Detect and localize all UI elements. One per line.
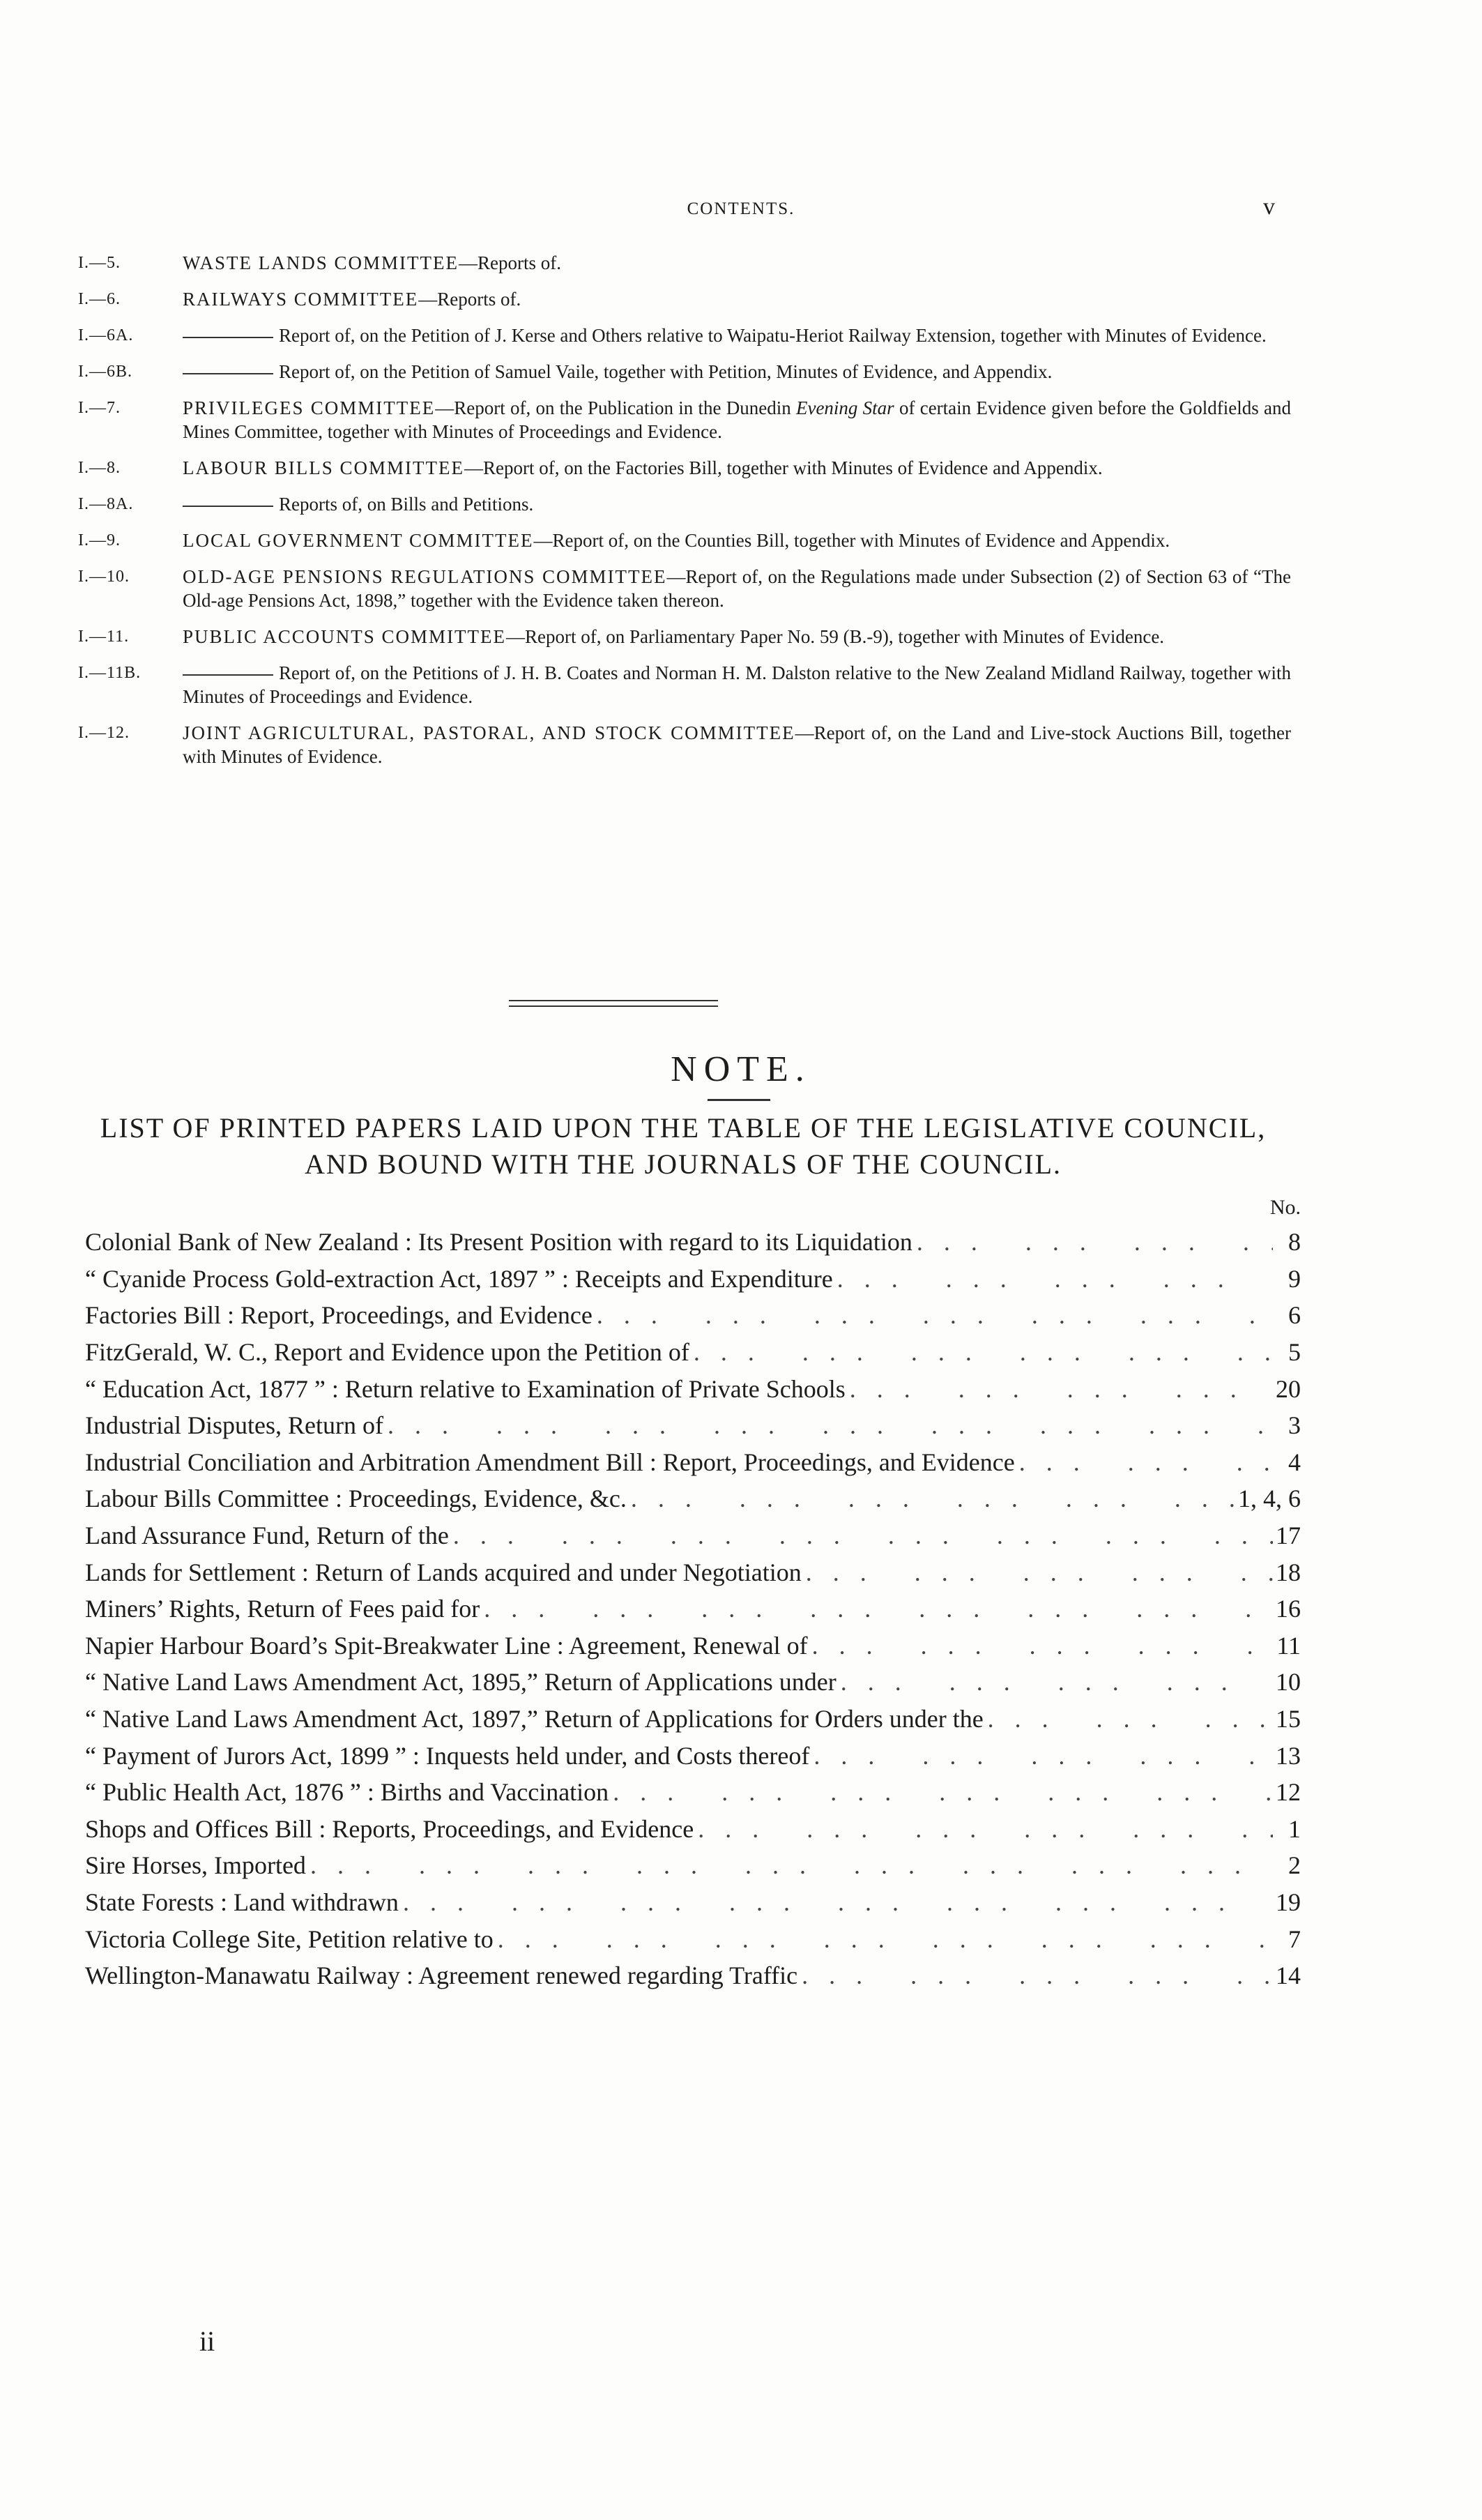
leader-dots bbox=[912, 1227, 1273, 1257]
committee-name: PRIVILEGES COMMITTEE bbox=[183, 397, 436, 418]
newspaper-title: Evening Star bbox=[795, 397, 894, 418]
leader-dots bbox=[833, 1264, 1273, 1293]
paper-title: “ Cyanide Process Gold-extraction Act, 1897 ” : Receipts and Expenditure bbox=[85, 1264, 833, 1293]
paper-row bbox=[85, 1957, 1301, 1994]
note-heading: NOTE. bbox=[671, 1049, 811, 1089]
list-title: LIST OF PRINTED PAPERS LAID UPON THE TABLE OF THE LEGISLATIVE COUNCIL, AND BOUND WITH THE JOURNALS OF THE COUNCIL. bbox=[100, 1112, 1267, 1180]
paper-row bbox=[85, 1701, 1301, 1738]
entry-body bbox=[183, 287, 1291, 311]
paper-title: Victoria College Site, Petition relative to bbox=[85, 1925, 494, 1953]
committee-name: LOCAL GOVERNMENT COMMITTEE bbox=[183, 530, 534, 551]
contents-entry bbox=[78, 492, 1291, 516]
leader-dots bbox=[399, 1888, 1273, 1917]
leader-dots bbox=[837, 1667, 1273, 1697]
entry-code: I.—12. bbox=[78, 724, 130, 742]
paper-row bbox=[85, 1480, 1301, 1517]
entry-body bbox=[183, 456, 1291, 480]
entry-body bbox=[183, 492, 1291, 516]
paper-row bbox=[85, 1407, 1301, 1444]
paper-number: 9 bbox=[1288, 1264, 1301, 1293]
leader-dots bbox=[1015, 1448, 1273, 1477]
leader-dots bbox=[627, 1484, 1238, 1513]
entry-body bbox=[183, 360, 1291, 384]
entry-code: I.—6B. bbox=[78, 363, 132, 381]
entry-code: I.—8A. bbox=[78, 495, 134, 513]
leader-dots bbox=[480, 1594, 1273, 1623]
entry-text: —Report of, on the Regulations made under Subsection (2) of Section 63 of “The Old-age Pensions Act, 1898,” together with the Evidence taken thereon. bbox=[183, 566, 1291, 611]
paper-row bbox=[85, 1334, 1301, 1371]
paper-number: 5 bbox=[1288, 1338, 1301, 1367]
paper-number: 20 bbox=[1276, 1374, 1301, 1403]
leader-dots bbox=[689, 1337, 1273, 1367]
note-underline bbox=[708, 1099, 770, 1101]
leader-dots bbox=[797, 1961, 1273, 1990]
entry-body bbox=[183, 529, 1291, 552]
paper-title: “ Native Land Laws Amendment Act, 1897,” Return of Applications for Orders under the bbox=[85, 1705, 984, 1733]
entry-code: I.—11B. bbox=[78, 664, 142, 682]
entry-body bbox=[183, 324, 1291, 347]
paper-title: Shops and Offices Bill : Reports, Proceedings, and Evidence bbox=[85, 1814, 694, 1843]
paper-title: Sire Horses, Imported bbox=[85, 1851, 306, 1880]
paper-title: “ Native Land Laws Amendment Act, 1895,” Return of Applications under bbox=[85, 1668, 837, 1697]
entry-text-continued: of certain Evidence given before the Goldfields and Mines Committee, together with Minutes of Proceedings and Evidence. bbox=[183, 397, 1292, 442]
paper-number: 1 bbox=[1288, 1814, 1301, 1843]
contents-entry bbox=[78, 287, 1291, 311]
paper-title: “ Payment of Jurors Act, 1899 ” : Inquests held under, and Costs thereof bbox=[85, 1741, 810, 1770]
ditto-dash bbox=[183, 506, 273, 507]
paper-number: 16 bbox=[1276, 1595, 1301, 1623]
entry-body bbox=[183, 396, 1291, 443]
entry-text: Report of, on the Petition of Samuel Vaile, together with Petition, Minutes of Evidence, and Appendix. bbox=[279, 361, 1053, 382]
entry-body bbox=[183, 721, 1291, 768]
leader-dots bbox=[802, 1558, 1273, 1587]
contents-entry bbox=[78, 456, 1291, 480]
paper-number: 8 bbox=[1288, 1228, 1301, 1257]
paper-row bbox=[85, 1737, 1301, 1774]
paper-title: Lands for Settlement : Return of Lands acquired and under Negotiation bbox=[85, 1558, 802, 1586]
paper-number: 10 bbox=[1276, 1668, 1301, 1697]
contents-entry bbox=[78, 396, 1291, 443]
leader-dots bbox=[846, 1374, 1273, 1404]
paper-title: State Forests : Land withdrawn bbox=[85, 1888, 399, 1916]
paper-title: Land Assurance Fund, Return of the bbox=[85, 1521, 449, 1550]
paper-title: Napier Harbour Board’s Spit-Breakwater Line : Agreement, Renewal of bbox=[85, 1631, 808, 1660]
entry-code: I.—6A. bbox=[78, 326, 134, 344]
paper-row bbox=[85, 1517, 1301, 1554]
contents-entry bbox=[78, 625, 1291, 648]
ditto-dash bbox=[183, 373, 273, 374]
paper-number: 18 bbox=[1276, 1558, 1301, 1586]
entry-code: I.—11. bbox=[78, 628, 130, 646]
paper-number: 4 bbox=[1288, 1448, 1301, 1476]
paper-row bbox=[85, 1664, 1301, 1701]
paper-title: Industrial Disputes, Return of bbox=[85, 1411, 383, 1440]
page-numeral: v bbox=[1263, 194, 1275, 220]
leader-dots bbox=[984, 1704, 1273, 1733]
paper-row bbox=[85, 1920, 1301, 1957]
running-title: CONTENTS. bbox=[687, 199, 795, 218]
paper-row bbox=[85, 1811, 1301, 1848]
paper-title: Wellington-Manawatu Railway : Agreement renewed regarding Traffic bbox=[85, 1961, 798, 1990]
folio-mark: ii bbox=[199, 2325, 215, 2357]
paper-row bbox=[85, 1591, 1301, 1627]
paper-number: 6 bbox=[1288, 1301, 1301, 1330]
paper-number: 7 bbox=[1288, 1925, 1301, 1953]
contents-list bbox=[78, 251, 1291, 781]
committee-name: PUBLIC ACCOUNTS COMMITTEE bbox=[183, 626, 507, 647]
paper-title: Miners’ Rights, Return of Fees paid for bbox=[85, 1595, 480, 1623]
entry-text: —Report of, on the Factories Bill, together with Minutes of Evidence and Appendix. bbox=[464, 457, 1103, 478]
paper-title: Industrial Conciliation and Arbitration Amendment Bill : Report, Proceedings, and Evidence bbox=[85, 1448, 1015, 1476]
paper-row bbox=[85, 1774, 1301, 1811]
leader-dots bbox=[383, 1411, 1273, 1440]
paper-row bbox=[85, 1297, 1301, 1334]
paper-row bbox=[85, 1444, 1301, 1481]
paper-row bbox=[85, 1884, 1301, 1921]
entry-code: I.—6. bbox=[78, 290, 121, 308]
printed-papers-list bbox=[85, 1196, 1301, 1994]
committee-name: RAILWAYS COMMITTEE bbox=[183, 289, 419, 310]
ditto-dash bbox=[183, 674, 273, 676]
paper-number: 1, 4, 6 bbox=[1238, 1485, 1301, 1513]
entry-code: I.—9. bbox=[78, 531, 121, 549]
contents-entry bbox=[78, 360, 1291, 384]
leader-dots bbox=[449, 1521, 1273, 1550]
entry-text: —Reports of. bbox=[458, 252, 561, 273]
entry-text: Report of, on the Petitions of J. H. B. Coates and Norman H. M. Dalston relative to the New Zealand Midland Railway, together with Minutes of Proceedings and Evidence. bbox=[183, 662, 1291, 707]
paper-row bbox=[85, 1627, 1301, 1664]
paper-number: 13 bbox=[1276, 1741, 1301, 1770]
paper-number: 2 bbox=[1288, 1851, 1301, 1880]
paper-title: “ Education Act, 1877 ” : Return relative to Examination of Private Schools bbox=[85, 1374, 846, 1403]
leader-dots bbox=[593, 1300, 1273, 1330]
entry-body bbox=[183, 565, 1291, 612]
paper-title: Labour Bills Committee : Proceedings, Evidence, &c. bbox=[85, 1485, 627, 1513]
entry-text: —Report of, on the Land and Live-stock Auctions Bill, together with Minutes of Evidence. bbox=[183, 722, 1291, 767]
leader-dots bbox=[306, 1851, 1273, 1880]
leader-dots bbox=[809, 1741, 1273, 1770]
paper-title: Factories Bill : Report, Proceedings, and Evidence bbox=[85, 1301, 593, 1330]
entry-code: I.—7. bbox=[78, 399, 121, 417]
entry-code: I.—10. bbox=[78, 568, 130, 586]
entry-text: Reports of, on Bills and Petitions. bbox=[279, 494, 534, 515]
paper-title: Colonial Bank of New Zealand : Its Present Position with regard to its Liquidation bbox=[85, 1228, 912, 1257]
committee-name: OLD-AGE PENSIONS REGULATIONS COMMITTEE bbox=[183, 566, 667, 587]
entry-body bbox=[183, 251, 1291, 275]
paper-row bbox=[85, 1847, 1301, 1884]
paper-number: 19 bbox=[1276, 1888, 1301, 1916]
entry-text: Report of, on the Petition of J. Kerse and Others relative to Waipatu-Heriot Railway Extension, together with Minutes of Evidence. bbox=[279, 325, 1267, 346]
paper-row bbox=[85, 1261, 1301, 1298]
entry-text: —Report of, on the Publication in the Dunedin bbox=[435, 397, 791, 418]
contents-entry bbox=[78, 251, 1291, 275]
paper-row bbox=[85, 1224, 1301, 1261]
paper-number: 12 bbox=[1276, 1778, 1301, 1807]
paper-number: 3 bbox=[1288, 1411, 1301, 1440]
page-header bbox=[0, 194, 1482, 229]
paper-title: FitzGerald, W. C., Report and Evidence upon the Petition of bbox=[85, 1338, 689, 1367]
paper-number: 15 bbox=[1276, 1705, 1301, 1733]
leader-dots bbox=[808, 1631, 1273, 1660]
committee-name: JOINT AGRICULTURAL, PASTORAL, AND STOCK COMMITTEE bbox=[183, 722, 795, 743]
entry-body bbox=[183, 625, 1291, 648]
contents-entry bbox=[78, 324, 1291, 347]
entry-code: I.—5. bbox=[78, 254, 121, 272]
contents-entry bbox=[78, 661, 1291, 708]
number-column-header: No. bbox=[1269, 1196, 1301, 1219]
entry-text: —Report of, on Parliamentary Paper No. 59 (B.-9), together with Minutes of Evidence. bbox=[506, 626, 1165, 647]
paper-number: 11 bbox=[1276, 1631, 1301, 1660]
entry-text: —Reports of. bbox=[418, 289, 521, 310]
double-rule-top bbox=[509, 1000, 718, 1001]
paper-number: 14 bbox=[1276, 1961, 1301, 1990]
leader-dots bbox=[609, 1777, 1273, 1807]
ditto-dash bbox=[183, 337, 273, 338]
double-rule-bottom bbox=[509, 1005, 718, 1007]
paper-number: 17 bbox=[1276, 1521, 1301, 1550]
contents-entry bbox=[78, 721, 1291, 768]
entry-text: —Report of, on the Counties Bill, together with Minutes of Evidence and Appendix. bbox=[533, 530, 1170, 551]
entry-code: I.—8. bbox=[78, 459, 121, 477]
contents-entry bbox=[78, 565, 1291, 612]
committee-name: WASTE LANDS COMMITTEE bbox=[183, 252, 459, 273]
leader-dots bbox=[494, 1925, 1273, 1954]
contents-entry bbox=[78, 529, 1291, 552]
entry-body bbox=[183, 661, 1291, 708]
paper-row bbox=[85, 1554, 1301, 1591]
paper-title: “ Public Health Act, 1876 ” : Births and Vaccination bbox=[85, 1778, 609, 1807]
committee-name: LABOUR BILLS COMMITTEE bbox=[183, 457, 464, 478]
leader-dots bbox=[694, 1814, 1273, 1844]
paper-row bbox=[85, 1370, 1301, 1407]
